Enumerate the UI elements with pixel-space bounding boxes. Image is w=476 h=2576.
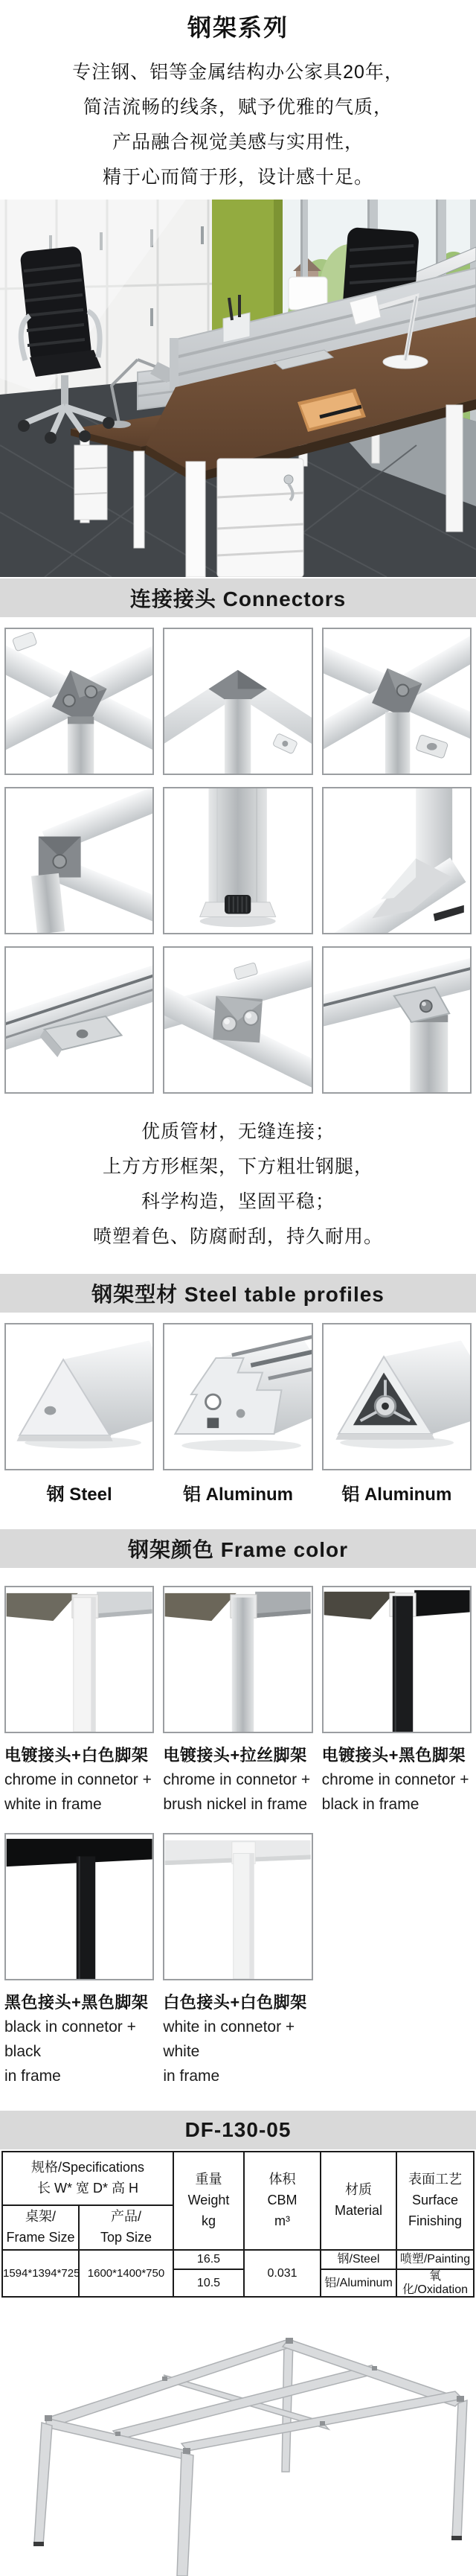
spec-value-weight-steel: 16.5 (173, 2250, 244, 2269)
feature-line: 喷塑着色、防腐耐刮，持久耐用。 (92, 1226, 383, 1247)
profiles-heading: 钢架型材 Steel table profiles (0, 1274, 476, 1313)
spec-header-top-size: 产品/ Top Size (79, 2205, 173, 2250)
profile-label-aluminum-2: 铝 Aluminum (341, 1485, 452, 1505)
connector-photo-4 (4, 787, 154, 934)
feature-line: 上方方形框架，下方粗壮钢腿， (102, 1156, 373, 1177)
frame-color-caption-zh: 白色接头+白色脚架 (163, 1993, 307, 2012)
connector-photo-7 (4, 946, 154, 1094)
frame-color-caption-zh: 电镀接头+拉丝脚架 (163, 1746, 307, 1764)
spec-header-frame-size: 桌架/ Frame Size (2, 2205, 79, 2250)
frame-color-item (163, 1586, 312, 1817)
page-title: 钢架系列 (187, 14, 289, 41)
spec-value-material-steel: 钢/Steel (321, 2250, 396, 2269)
spec-value-surface-painting: 喷塑/Painting (396, 2250, 474, 2269)
spec-header-surface: 表面工艺 Surface Finishing (396, 2152, 474, 2250)
profiles-grid (0, 1313, 476, 1470)
table-frame-photo (0, 2314, 476, 2576)
connectors-grid (0, 617, 476, 1094)
connector-photo-8 (163, 946, 312, 1094)
spec-header-material: 材质 Material (321, 2152, 396, 2250)
connector-photo-1 (4, 628, 154, 775)
frame-color-caption-zh: 黑色接头+黑色脚架 (4, 1993, 149, 2012)
profile-labels (0, 1470, 476, 1528)
profile-photo-aluminum-hollow (322, 1323, 472, 1470)
spec-header-weight: 重量 Weight kg (173, 2152, 244, 2250)
spec-value-weight-aluminum: 10.5 (173, 2269, 244, 2297)
frame-color-item (4, 1833, 154, 2088)
frame-color-photo-chrome-black (322, 1586, 472, 1733)
spec-value-surface-oxidation: 氧化/Oxidation (396, 2269, 474, 2297)
connectors-heading: 连接接头 Connectors (0, 578, 476, 617)
connector-photo-5 (163, 787, 312, 934)
intro-line: 精于心而简于形，设计感十足。 (102, 167, 373, 188)
frame-color-photo-chrome-brush-nickel (163, 1586, 312, 1733)
frame-color-item (163, 1833, 312, 2088)
spec-header-cbm: 体积 CBM m³ (244, 2152, 321, 2250)
connector-photo-3 (322, 628, 472, 775)
spec-header-specifications: 规格/Specifications 长 W* 宽 D* 高 H (2, 2152, 173, 2205)
frame-color-photo-black-black (4, 1833, 154, 1980)
frame-color-caption-en: white in connetor + white in frame (163, 2018, 295, 2085)
frame-color-caption-zh: 电镀接头+白色脚架 (4, 1746, 149, 1764)
frame-color-heading: 钢架颜色 Frame color (0, 1529, 476, 1568)
frame-color-photo-white-white (163, 1833, 312, 1980)
intro-section (0, 0, 476, 195)
profile-photo-aluminum-extrusion (163, 1323, 312, 1470)
features-section (0, 1094, 476, 1272)
feature-line: 优质管材，无缝连接； (141, 1121, 335, 1142)
frame-color-caption-en: black in connetor + black in frame (4, 2018, 136, 2085)
spec-value-frame-size: 1594*1394*725 (2, 2250, 79, 2297)
intro-line: 专注钢、铝等金属结构办公家具20年， (72, 62, 404, 83)
frame-color-photo-chrome-white (4, 1586, 154, 1733)
connector-photo-6 (322, 787, 472, 934)
hero-photo (0, 200, 476, 577)
intro-line: 简洁流畅的线条，赋予优雅的气质， (83, 97, 393, 118)
frame-color-caption-en: chrome in connetor + brush nickel in frame (163, 1771, 311, 1813)
spec-value-material-aluminum: 铝/Aluminum (321, 2269, 396, 2297)
intro-line: 产品融合视觉美感与实用性， (112, 132, 364, 153)
frame-colors-grid (0, 1568, 476, 2109)
spec-value-top-size: 1600*1400*750 (79, 2250, 173, 2297)
frame-color-caption-en: chrome in connetor + white in frame (4, 1771, 152, 1813)
spec-table (1, 2151, 475, 2298)
frame-color-item (4, 1586, 154, 1817)
connector-photo-9 (322, 946, 472, 1094)
frame-color-caption-zh: 电镀接头+黑色脚架 (321, 1746, 466, 1764)
profile-photo-steel (4, 1323, 154, 1470)
connector-photo-2 (163, 628, 312, 775)
spec-value-cbm: 0.031 (244, 2250, 321, 2297)
frame-color-item (322, 1586, 472, 1817)
model-heading: DF-130-05 (0, 2111, 476, 2149)
frame-color-caption-en: chrome in connetor + black in frame (321, 1771, 469, 1813)
profile-label-steel: 钢 Steel (46, 1485, 112, 1505)
feature-line: 科学构造，坚固平稳； (141, 1191, 335, 1212)
profile-label-aluminum-1: 铝 Aluminum (182, 1485, 293, 1505)
